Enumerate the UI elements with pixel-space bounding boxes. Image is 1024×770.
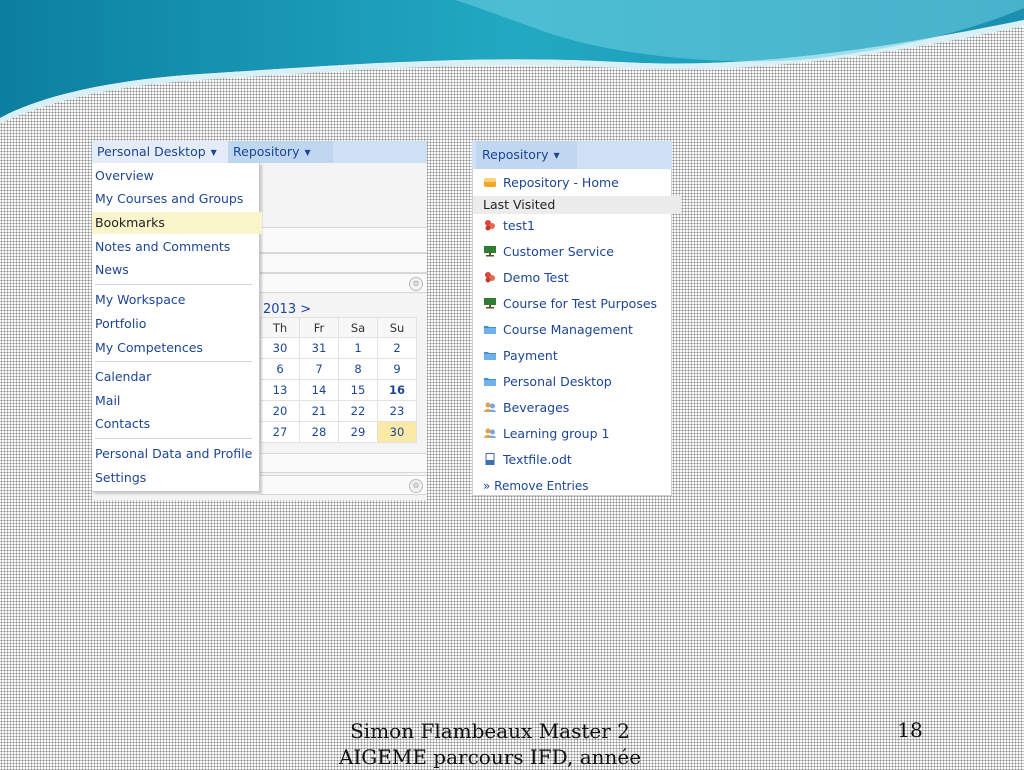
- calendar-day[interactable]: 1: [339, 338, 378, 359]
- menu-item-repository-home[interactable]: [473, 172, 681, 194]
- folder-icon: [483, 323, 497, 335]
- background-panel: [260, 453, 427, 473]
- menu-item-portfolio[interactable]: Portfolio: [95, 316, 147, 331]
- menu-item-contacts[interactable]: Contacts: [95, 416, 151, 431]
- background-panel: [260, 253, 427, 273]
- calendar-day[interactable]: 8: [339, 359, 378, 380]
- menu-item-label: Payment: [503, 348, 558, 363]
- repository-dropdown-menu: [472, 169, 672, 496]
- menu-item-textfile-odt[interactable]: [473, 449, 681, 471]
- calendar-day[interactable]: 9: [378, 359, 417, 380]
- menu-item-settings[interactable]: Settings: [95, 470, 147, 485]
- menu-item-notes-and-comments[interactable]: Notes and Comments: [95, 239, 231, 254]
- nav-tab-label: Repository: [233, 144, 300, 159]
- calendar-day[interactable]: 20: [261, 401, 300, 422]
- calendar-day[interactable]: 28: [300, 422, 339, 443]
- test-icon: [483, 271, 497, 283]
- last-visited-section-header: Last Visited: [473, 196, 681, 214]
- repository-screenshot: [472, 141, 672, 496]
- repository-box-icon: [483, 176, 497, 188]
- calendar-day[interactable]: 14: [300, 380, 339, 401]
- menu-item-label: Repository - Home: [503, 175, 619, 190]
- calendar-day[interactable]: 30: [261, 338, 300, 359]
- menu-divider: [95, 284, 252, 285]
- slide-page-number: 18: [897, 718, 923, 742]
- course-icon: [483, 245, 497, 257]
- menu-item-learning-group-1[interactable]: [473, 423, 681, 445]
- menu-divider: [95, 438, 252, 439]
- calendar-day[interactable]: 15: [339, 380, 378, 401]
- menu-item-label: Customer Service: [503, 244, 614, 259]
- menu-item-bookmarks[interactable]: Bookmarks: [92, 212, 262, 234]
- menu-item-overview[interactable]: Overview: [95, 168, 154, 183]
- calendar-weekday-header: Su: [378, 318, 417, 338]
- calendar-day[interactable]: 29: [339, 422, 378, 443]
- slide-footer-title: [310, 718, 670, 770]
- menu-item-personal-desktop[interactable]: [473, 371, 681, 393]
- menu-item-test1[interactable]: [473, 215, 681, 237]
- calendar-day[interactable]: 2: [378, 338, 417, 359]
- calendar-weekday-header: Sa: [339, 318, 378, 338]
- calendar-day[interactable]: 23: [378, 401, 417, 422]
- calendar-weekday-header: Fr: [300, 318, 339, 338]
- menu-item-label: Learning group 1: [503, 426, 610, 441]
- calendar-weekday-header: Th: [261, 318, 300, 338]
- menu-item-label: Personal Desktop: [503, 374, 612, 389]
- menu-item-label: Demo Test: [503, 270, 569, 285]
- menu-item-my-workspace[interactable]: My Workspace: [95, 292, 186, 307]
- course-icon: [483, 297, 497, 309]
- calendar-day[interactable]: 13: [261, 380, 300, 401]
- calendar-day-today[interactable]: 30: [378, 422, 417, 443]
- background-panel: [260, 475, 427, 495]
- background-panel: [260, 273, 427, 293]
- menu-item-label: Course Management: [503, 322, 633, 337]
- menu-item-demo-test[interactable]: [473, 267, 681, 289]
- remove-entries-link[interactable]: » Remove Entries: [483, 479, 589, 493]
- footer-title-line: AIGEME parcours IFD, année: [338, 745, 642, 769]
- menu-item-my-courses-and-groups[interactable]: My Courses and Groups: [95, 191, 244, 206]
- folder-icon: [483, 349, 497, 361]
- header-wave-decoration: [0, 0, 1024, 125]
- menu-item-calendar[interactable]: Calendar: [95, 369, 152, 384]
- menu-item-payment[interactable]: [473, 345, 681, 367]
- menu-item-personal-data-and-profile[interactable]: Personal Data and Profile: [95, 446, 253, 461]
- gear-icon[interactable]: ⚙: [409, 277, 423, 291]
- calendar-day[interactable]: 31: [300, 338, 339, 359]
- chevron-down-icon: ▼: [553, 151, 560, 160]
- personal-desktop-dropdown-menu: [92, 163, 260, 492]
- menu-item-label: Course for Test Purposes: [503, 296, 658, 311]
- menu-item-customer-service[interactable]: [473, 241, 681, 263]
- file-icon: [483, 453, 497, 465]
- menu-item-my-competences[interactable]: My Competences: [95, 340, 203, 355]
- calendar-day[interactable]: 6: [261, 359, 300, 380]
- gear-icon[interactable]: ⚙: [409, 479, 423, 493]
- nav-tab-label: Personal Desktop: [97, 144, 206, 159]
- footer-title-line: Simon Flambeaux Master 2: [350, 719, 630, 743]
- nav-tab-repository[interactable]: [228, 141, 333, 163]
- calendar-day[interactable]: 22: [339, 401, 378, 422]
- menu-item-mail[interactable]: Mail: [95, 393, 121, 408]
- folder-icon: [483, 375, 497, 387]
- top-navigation-bar: [92, 141, 427, 163]
- menu-item-course-management[interactable]: [473, 319, 681, 341]
- calendar-day[interactable]: 21: [300, 401, 339, 422]
- personal-desktop-screenshot: [92, 141, 427, 500]
- calendar-widget: [260, 317, 417, 443]
- nav-tab-personal-desktop[interactable]: [92, 141, 230, 163]
- group-icon: [483, 427, 497, 439]
- menu-item-label: Beverages: [503, 400, 570, 415]
- top-navigation-bar: [472, 141, 672, 169]
- chevron-down-icon: ▼: [304, 148, 311, 157]
- nav-tab-label: Repository: [482, 147, 549, 162]
- chevron-down-icon: ▼: [210, 148, 217, 157]
- calendar-day[interactable]: 16: [378, 380, 417, 401]
- menu-item-news[interactable]: News: [95, 262, 129, 277]
- group-icon: [483, 401, 497, 413]
- test-icon: [483, 219, 497, 231]
- menu-item-label: test1: [503, 218, 535, 233]
- nav-tab-repository[interactable]: [476, 141, 577, 169]
- background-panel: [260, 227, 427, 253]
- menu-item-beverages[interactable]: [473, 397, 681, 419]
- calendar-day[interactable]: 27: [261, 422, 300, 443]
- menu-item-course-for-test-purposes[interactable]: [473, 293, 681, 315]
- menu-item-label: Textfile.odt: [503, 452, 572, 467]
- calendar-day[interactable]: 7: [300, 359, 339, 380]
- menu-divider: [95, 361, 252, 362]
- calendar-next-month-link[interactable]: 2013 >: [263, 302, 312, 317]
